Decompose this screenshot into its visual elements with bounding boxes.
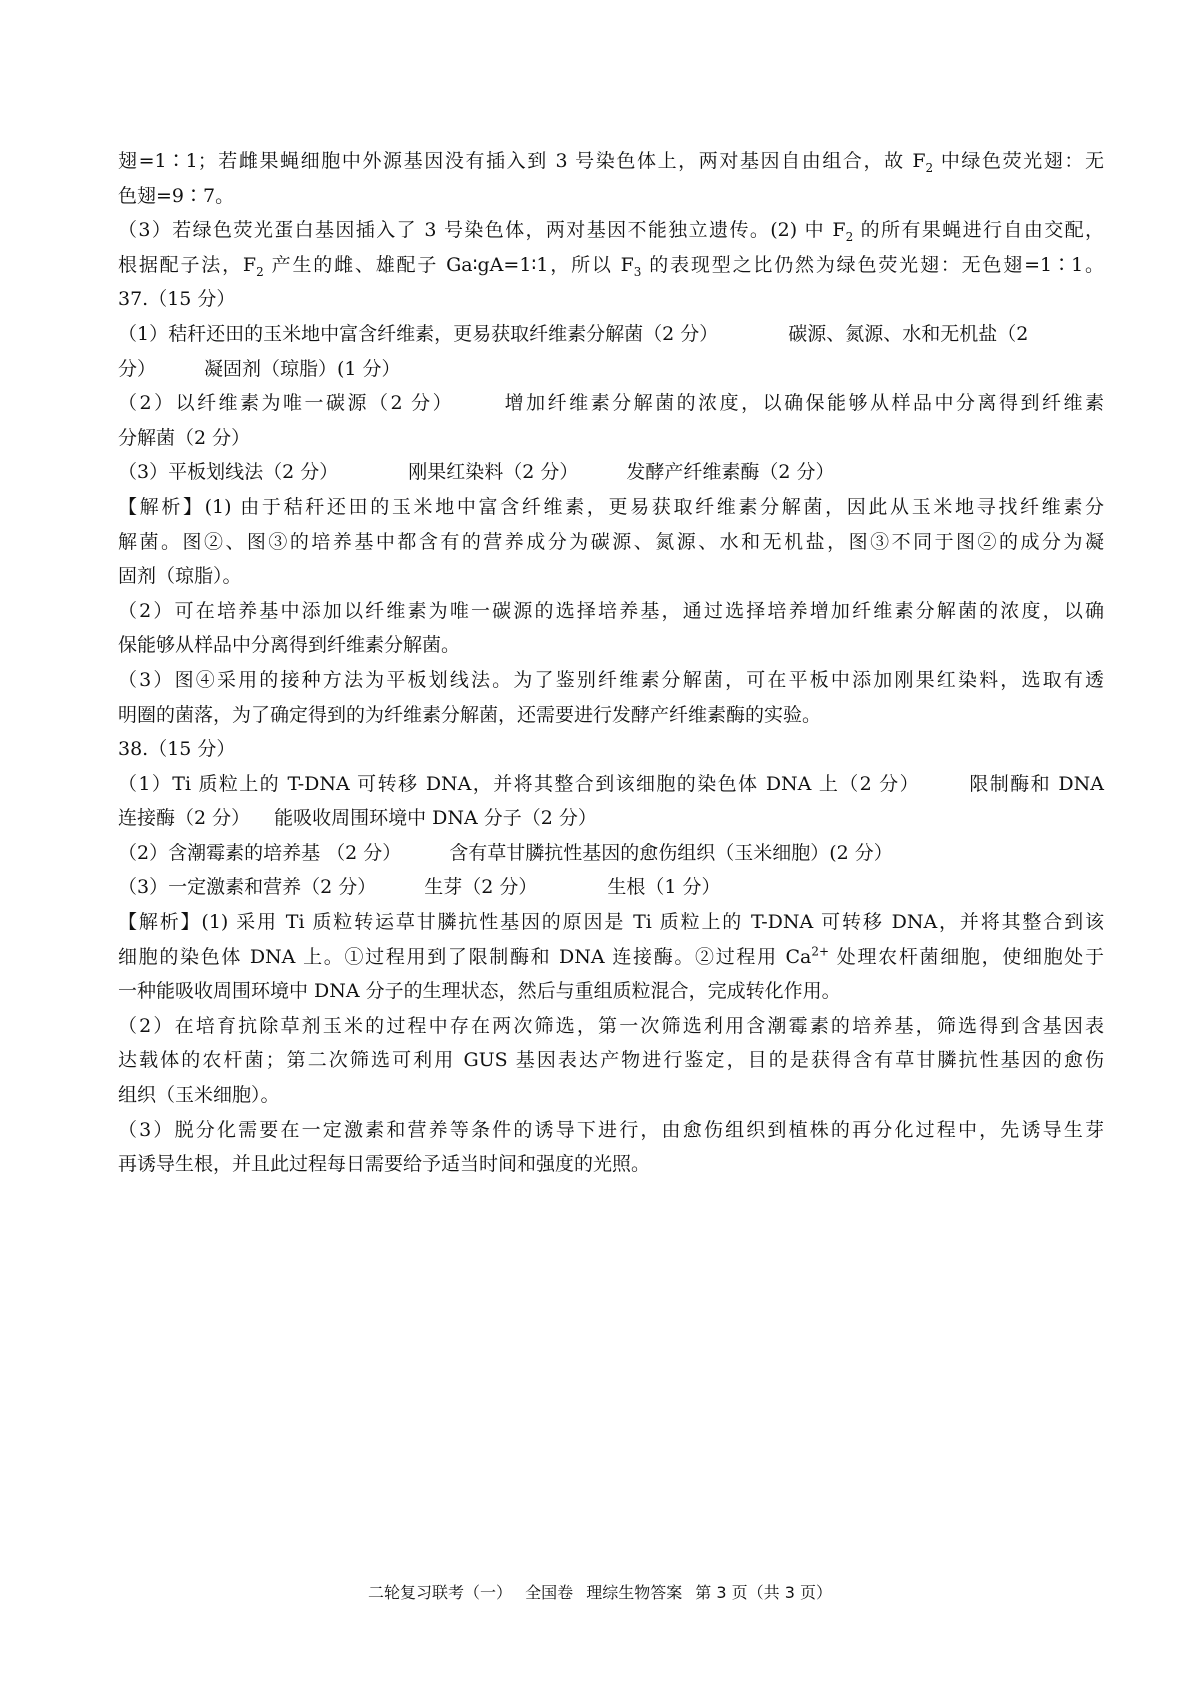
page-footer xyxy=(0,1580,1200,1603)
analysis-37-3-end: 明圈的菌落，为了确定得到的为纤维素分解菌，还需要进行发酵产纤维素酶的实验。 xyxy=(118,703,822,726)
answer-37-1-cont: 分） 凝固剂（琼脂）(1 分） xyxy=(118,357,401,380)
answer-37-2: （2）以纤维素为唯一碳源（2 分） 增加纤维素分解菌的浓度，以确保能够从样品中分离得到纤维素 xyxy=(118,392,1104,415)
analysis-38-1-end: 一种能吸收周围环境中 DNA 分子的生理状态，然后与重组质粒混合，完成转化作用。 xyxy=(118,980,841,1003)
analysis-37-1-end: 固剂（琼脂）。 xyxy=(118,565,242,588)
answer-38-2: （2）含潮霉素的培养基 （2 分） 含有草甘膦抗性基因的愈伤组织（玉米细胞）(2 分） xyxy=(118,841,893,864)
analysis-38-2-cont: 达载体的农杆菌；第二次筛选可利用 GUS 基因表达产物进行鉴定，目的是获得含有草甘膦抗性基因的愈伤 xyxy=(118,1049,1104,1072)
text-line: 根据配子法，$F_2$ 产生的雌、雄配子 Ga∶gA=1∶1，所以 $F_3$ 的表现型之比仍然为绿色荧光翅：无色翅=1∶1。 xyxy=(118,253,1104,279)
analysis-37-1-cont: 解菌。图②、图③的培养基中都含有的营养成分为碳源、氮源、水和无机盐，图③不同于图②的成分为凝 xyxy=(118,530,1104,553)
answer-38-1: （1）Ti 质粒上的 T-DNA 可转移 DNA，并将其整合到该细胞的染色体 DNA 上（2 分） 限制酶和 DNA xyxy=(118,772,1105,795)
text-line: （3）若绿色荧光蛋白基因插入了 3 号染色体，两对基因不能独立遗传。(2) 中 $F_2$ 的所有果蝇进行自由交配， xyxy=(118,219,1104,244)
question-heading-38: 38.（15 分） xyxy=(118,738,236,761)
answer-38-1-cont: 连接酶（2 分） 能吸收周围环境中 DNA 分子（2 分） xyxy=(118,807,597,830)
analysis-37-2-end: 保能够从样品中分离得到纤维素分解菌。 xyxy=(118,634,461,657)
analysis-38-2-end: 组织（玉米细胞）。 xyxy=(118,1084,280,1107)
analysis-37-2: （2）可在培养基中添加以纤维素为唯一碳源的选择培养基，通过选择培养增加纤维素分解菌的浓度，以确 xyxy=(118,599,1104,622)
analysis-37-3: （3）图④采用的接种方法为平板划线法。为了鉴别纤维素分解菌，可在平板中添加刚果红染料，选取有透 xyxy=(118,668,1104,691)
analysis-38-3: （3）脱分化需要在一定激素和营养等条件的诱导下进行，由愈伤组织到植株的再分化过程中，先诱导生芽 xyxy=(118,1118,1104,1141)
answer-document xyxy=(118,144,1104,1182)
answer-37-3: （3）平板划线法（2 分） 刚果红染料（2 分） 发酵产纤维素酶（2 分） xyxy=(118,461,835,484)
analysis-37-1: 【解析】(1) 由于秸秆还田的玉米地中富含纤维素，更易获取纤维素分解菌，因此从玉米地寻找纤维素分 xyxy=(118,495,1104,518)
text-line: 翅=1∶1；若雌果蝇细胞中外源基因没有插入到 3 号染色体上，两对基因自由组合，故 $F_2$ 中绿色荧光翅：无 xyxy=(118,150,1104,175)
analysis-38-3-end: 再诱导生根，并且此过程每日需要给予适当时间和强度的光照。 xyxy=(118,1153,651,1176)
footer-scope: 全国卷 xyxy=(525,1583,574,1602)
analysis-38-1: 【解析】(1) 采用 Ti 质粒转运草甘膦抗性基因的原因是 Ti 质粒上的 T-DNA 可转移 DNA，并将其整合到该 xyxy=(118,911,1104,934)
question-heading-37: 37.（15 分） xyxy=(118,288,236,311)
answer-38-3: （3）一定激素和营养（2 分） 生芽（2 分） 生根（1 分） xyxy=(118,876,721,899)
analysis-38-2: （2）在培育抗除草剂玉米的过程中存在两次筛选，第一次筛选利用含潮霉素的培养基，筛选得到含基因表 xyxy=(118,1014,1104,1037)
footer-subject: 理综生物答案 xyxy=(586,1583,683,1602)
answer-37-1: （1）秸秆还田的玉米地中富含纤维素，更易获取纤维素分解菌（2 分） 碳源、氮源、水和无机盐（2 xyxy=(118,322,1029,345)
footer-series: 二轮复习联考（一） xyxy=(367,1583,512,1602)
footer-page-number: 第 3 页（共 3 页） xyxy=(695,1583,833,1602)
analysis-38-1-cont: 细胞的染色体 DNA 上。①过程用到了限制酶和 DNA 连接酶。②过程用 $Ca^{2+}$ 处理农杆菌细胞，使细胞处于 xyxy=(118,944,1104,968)
answer-37-2-cont: 分解菌（2 分） xyxy=(118,426,251,449)
text-line: 色翅=9∶7。 xyxy=(118,184,235,207)
